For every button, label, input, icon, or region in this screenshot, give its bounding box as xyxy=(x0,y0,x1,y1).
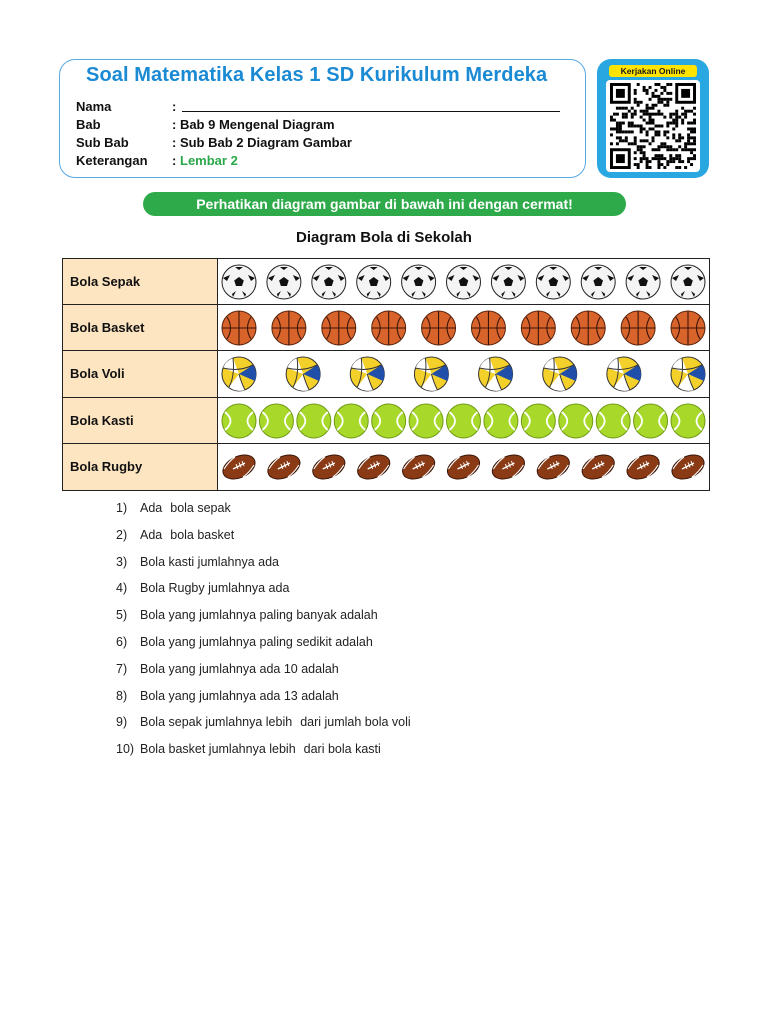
row-label: Bola Basket xyxy=(63,305,218,350)
basketball-icon xyxy=(621,311,655,345)
question-text: Ada xyxy=(140,501,163,515)
tennis-ball-icon xyxy=(259,404,293,438)
row-bola-sepak xyxy=(63,259,709,305)
icon-cell xyxy=(218,444,709,490)
tennis-ball-icon xyxy=(372,404,406,438)
row-bola-rugby xyxy=(63,444,709,490)
tennis-ball-icon xyxy=(521,404,555,438)
soccer-ball-icon xyxy=(267,265,301,299)
rugby-ball-icon xyxy=(623,450,663,483)
meta-label: Bab xyxy=(76,117,101,132)
question-number: 7) xyxy=(116,661,128,676)
meta-colon: : xyxy=(172,153,177,168)
question-text: Ada xyxy=(140,527,163,542)
soccer-ball-icon xyxy=(447,265,481,299)
rugby-ball-icon xyxy=(668,450,708,483)
question-text-after: bola sepak xyxy=(170,501,231,515)
question-text: Bola kasti jumlahnya ada xyxy=(140,554,279,569)
question-number: 4) xyxy=(116,581,128,596)
rugby-ball-icon xyxy=(354,450,394,483)
basketball-icon xyxy=(671,311,705,345)
question-item xyxy=(116,742,381,756)
question-number: 6) xyxy=(116,635,128,649)
basketball-icon xyxy=(272,311,306,345)
question-item xyxy=(116,608,386,622)
soccer-ball-icon xyxy=(581,265,615,299)
volleyball-icon xyxy=(543,357,577,391)
question-text: Bola yang jumlahnya paling sedikit adalah xyxy=(140,635,373,649)
rugby-ball-icon xyxy=(533,450,573,483)
soccer-ball-icon xyxy=(312,265,346,299)
row-label: Bola Rugby xyxy=(63,444,218,490)
question-number: 2) xyxy=(116,527,128,542)
tennis-ball-icon xyxy=(484,404,518,438)
question-item xyxy=(116,635,381,649)
soccer-ball-icon xyxy=(222,265,256,299)
question-text: Bola yang jumlahnya ada 13 adalah xyxy=(140,688,339,703)
tennis-ball-icon xyxy=(559,404,593,438)
volleyball-icon xyxy=(222,357,256,391)
tennis-ball-icon xyxy=(334,404,368,438)
question-item xyxy=(116,662,347,676)
volleyball-icon xyxy=(414,357,448,391)
soccer-ball-icon xyxy=(626,265,660,299)
tennis-ball-icon xyxy=(634,404,668,438)
rugby-ball-icon xyxy=(264,450,304,483)
meta-label: Nama xyxy=(76,99,112,114)
meta-value: : Sub Bab 2 Diagram Gambar xyxy=(172,135,352,150)
soccer-ball-icon xyxy=(536,265,570,299)
icon-row-svg xyxy=(218,398,709,444)
document-title: Soal Matematika Kelas 1 SD Kurikulum Merdeka xyxy=(86,64,548,86)
instruction-banner: Perhatikan diagram gambar di bawah ini dengan cermat! xyxy=(143,192,626,216)
qr-code-icon[interactable] xyxy=(606,80,700,172)
row-label: Bola Sepak xyxy=(63,259,218,304)
soccer-ball-icon xyxy=(491,265,525,299)
volleyball-icon xyxy=(607,357,641,391)
volleyball-icon xyxy=(286,357,320,391)
volleyball-icon xyxy=(671,357,705,391)
icon-row-svg xyxy=(218,305,709,351)
soccer-ball-icon xyxy=(357,265,391,299)
question-text-after: dari jumlah bola voli xyxy=(300,715,411,730)
meta-value: : xyxy=(172,99,177,114)
rugby-ball-icon xyxy=(399,450,439,483)
question-item xyxy=(116,528,234,542)
basketball-icon xyxy=(322,311,356,345)
question-text: Bola yang jumlahnya ada 10 adalah xyxy=(140,661,339,676)
question-number: 8) xyxy=(116,688,128,703)
icon-row-svg xyxy=(218,444,709,490)
tennis-ball-icon xyxy=(447,404,481,438)
question-text: Bola yang jumlahnya paling banyak adalah xyxy=(140,608,378,623)
qr-card[interactable] xyxy=(597,59,709,178)
question-item xyxy=(116,581,297,595)
basketball-icon xyxy=(571,311,605,345)
meta-value: : Bab 9 Mengenal Diagram xyxy=(172,117,335,132)
rugby-ball-icon xyxy=(578,450,618,483)
meta-label: Sub Bab xyxy=(76,135,129,150)
meta-value-lembar: Lembar 2 xyxy=(180,153,238,168)
soccer-ball-icon xyxy=(671,265,705,299)
question-item xyxy=(116,555,287,569)
tennis-ball-icon xyxy=(222,404,256,438)
pictograph-table xyxy=(62,258,710,491)
icon-cell xyxy=(218,398,709,443)
basketball-icon xyxy=(222,311,256,345)
volleyball-icon xyxy=(479,357,513,391)
question-number: 1) xyxy=(116,501,128,515)
tennis-ball-icon xyxy=(671,404,705,438)
row-bola-voli xyxy=(63,351,709,397)
question-text-after: dari bola kasti xyxy=(303,742,381,757)
chart-title: Diagram Bola di Sekolah xyxy=(296,229,472,246)
question-text: Bola sepak jumlahnya lebih xyxy=(140,715,293,730)
question-number: 10) xyxy=(116,742,135,757)
rugby-ball-icon xyxy=(219,450,259,483)
icon-cell xyxy=(218,259,709,304)
basketball-icon xyxy=(471,311,505,345)
tennis-ball-icon xyxy=(409,404,443,438)
question-number: 9) xyxy=(116,715,128,730)
row-bola-kasti xyxy=(63,398,709,444)
question-number: 3) xyxy=(116,554,128,569)
row-bola-basket xyxy=(63,305,709,351)
rugby-ball-icon xyxy=(489,450,529,483)
icon-cell xyxy=(218,351,709,396)
icon-row-svg xyxy=(218,259,709,305)
rugby-ball-icon xyxy=(309,450,349,483)
tennis-ball-icon xyxy=(297,404,331,438)
basketball-icon xyxy=(521,311,555,345)
row-label: Bola Kasti xyxy=(63,398,218,443)
question-text-after: bola basket xyxy=(170,527,235,542)
kerjakan-online-badge[interactable]: Kerjakan Online xyxy=(609,65,697,77)
question-text: Bola Rugby jumlahnya ada xyxy=(140,581,290,596)
icon-cell xyxy=(218,305,709,350)
meta-label: Keterangan xyxy=(76,153,148,168)
volleyball-icon xyxy=(350,357,384,391)
basketball-icon xyxy=(422,311,456,345)
question-text: Bola basket jumlahnya lebih xyxy=(140,742,296,757)
rugby-ball-icon xyxy=(444,450,484,483)
question-item xyxy=(116,715,411,729)
basketball-icon xyxy=(372,311,406,345)
soccer-ball-icon xyxy=(402,265,436,299)
row-label: Bola Voli xyxy=(63,351,218,396)
name-answer-line[interactable] xyxy=(182,111,560,112)
question-item xyxy=(116,689,347,703)
question-number: 5) xyxy=(116,608,128,623)
tennis-ball-icon xyxy=(596,404,630,438)
question-item xyxy=(116,501,231,515)
icon-row-svg xyxy=(218,351,709,397)
